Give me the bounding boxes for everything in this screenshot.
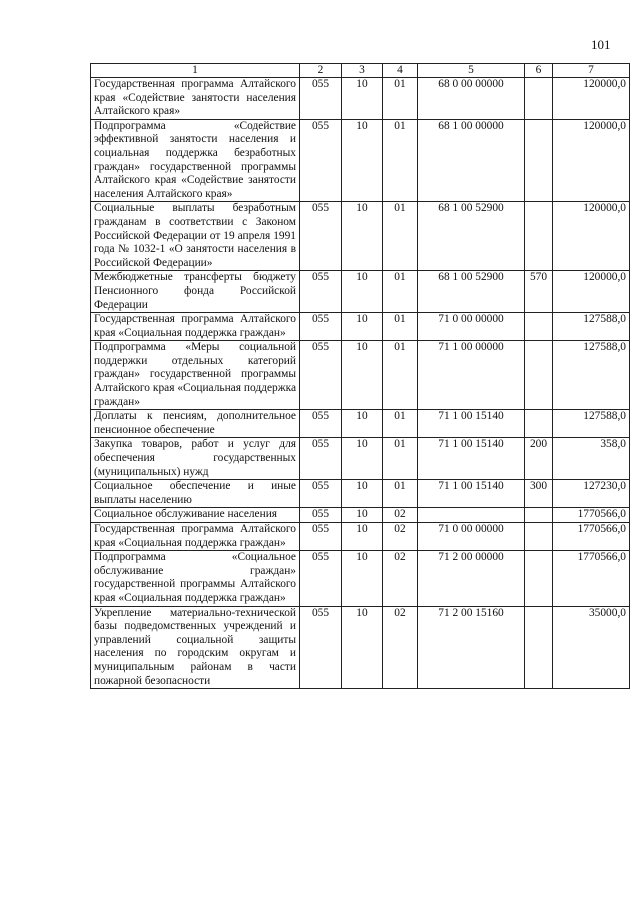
row-code-section: 10 (342, 508, 383, 523)
row-code-subsection: 01 (383, 410, 418, 438)
page-number: 101 (591, 37, 611, 52)
row-name: Межбюджетные трансферты бюджету Пенсионного фонда Российской Федерации (91, 271, 300, 313)
row-amount: 120000,0 (553, 271, 630, 313)
row-code-section: 10 (342, 78, 383, 120)
row-code-target: 71 1 00 15140 (418, 410, 525, 438)
table-row (91, 523, 630, 551)
table-row (91, 78, 630, 120)
row-code-ministry: 055 (300, 202, 342, 271)
row-code-expense (525, 508, 553, 523)
row-code-ministry: 055 (300, 119, 342, 202)
row-code-expense (525, 341, 553, 410)
row-code-expense (525, 313, 553, 341)
row-code-target: 71 0 00 00000 (418, 313, 525, 341)
row-code-ministry: 055 (300, 313, 342, 341)
row-code-ministry: 055 (300, 271, 342, 313)
row-code-ministry: 055 (300, 508, 342, 523)
row-code-section: 10 (342, 271, 383, 313)
row-code-section: 10 (342, 480, 383, 508)
row-name: Укрепление материально-технической базы подведомственных учреждений и управлений социальной защиты населения по городским округам и муниципальным районам в части пожарной безопасности (91, 606, 300, 689)
row-code-expense (525, 606, 553, 689)
row-code-section: 10 (342, 410, 383, 438)
row-code-ministry: 055 (300, 480, 342, 508)
row-code-section: 10 (342, 341, 383, 410)
row-code-subsection: 01 (383, 341, 418, 410)
row-name: Социальное обслуживание населения (91, 508, 300, 523)
row-name: Государственная программа Алтайского края «Социальная поддержка граждан» (91, 313, 300, 341)
row-code-ministry: 055 (300, 410, 342, 438)
row-code-expense (525, 119, 553, 202)
budget-table (90, 63, 630, 689)
row-code-section: 10 (342, 551, 383, 606)
row-code-section: 10 (342, 438, 383, 480)
table-row (91, 202, 630, 271)
row-code-target: 71 0 00 00000 (418, 523, 525, 551)
row-code-target: 71 1 00 15140 (418, 480, 525, 508)
column-header: 2 (300, 64, 342, 78)
table-row (91, 119, 630, 202)
row-name: Социальное обеспечение и иные выплаты населению (91, 480, 300, 508)
row-code-section: 10 (342, 119, 383, 202)
row-code-expense: 300 (525, 480, 553, 508)
row-code-expense (525, 78, 553, 120)
row-amount: 1770566,0 (553, 523, 630, 551)
table-row (91, 341, 630, 410)
row-code-subsection: 01 (383, 119, 418, 202)
row-code-subsection: 01 (383, 438, 418, 480)
table-row (91, 551, 630, 606)
row-amount: 120000,0 (553, 119, 630, 202)
row-amount: 1770566,0 (553, 508, 630, 523)
row-code-section: 10 (342, 523, 383, 551)
row-code-target: 68 1 00 00000 (418, 119, 525, 202)
row-code-target: 71 1 00 00000 (418, 341, 525, 410)
row-code-section: 10 (342, 202, 383, 271)
row-code-subsection: 01 (383, 480, 418, 508)
column-header: 7 (553, 64, 630, 78)
row-amount: 120000,0 (553, 202, 630, 271)
row-code-target: 68 1 00 52900 (418, 202, 525, 271)
row-name: Подпрограмма «Социальное обслуживание граждан» государственной программы Алтайского края «Социальная поддержка граждан» (91, 551, 300, 606)
column-header: 1 (91, 64, 300, 78)
table-row (91, 438, 630, 480)
row-code-target (418, 508, 525, 523)
row-code-section: 10 (342, 313, 383, 341)
row-name: Подпрограмма «Меры социальной поддержки отдельных категорий граждан» государственной программы Алтайского края «Социальная поддержка граждан» (91, 341, 300, 410)
row-code-ministry: 055 (300, 551, 342, 606)
table-row (91, 606, 630, 689)
row-code-expense (525, 523, 553, 551)
row-code-subsection: 01 (383, 78, 418, 120)
row-code-target: 68 1 00 52900 (418, 271, 525, 313)
row-code-subsection: 01 (383, 202, 418, 271)
row-code-expense (525, 551, 553, 606)
table-row (91, 508, 630, 523)
row-code-target: 71 2 00 00000 (418, 551, 525, 606)
row-amount: 35000,0 (553, 606, 630, 689)
row-name: Государственная программа Алтайского края «Содействие занятости населения Алтайского края» (91, 78, 300, 120)
row-name: Государственная программа Алтайского края «Социальная поддержка граждан» (91, 523, 300, 551)
row-code-target: 71 1 00 15140 (418, 438, 525, 480)
column-header: 5 (418, 64, 525, 78)
header-row (91, 64, 630, 78)
table-row (91, 313, 630, 341)
row-code-ministry: 055 (300, 438, 342, 480)
row-code-ministry: 055 (300, 78, 342, 120)
row-code-ministry: 055 (300, 606, 342, 689)
column-header: 6 (525, 64, 553, 78)
row-code-subsection: 01 (383, 313, 418, 341)
row-amount: 358,0 (553, 438, 630, 480)
row-amount: 127588,0 (553, 410, 630, 438)
row-code-ministry: 055 (300, 523, 342, 551)
row-amount: 127588,0 (553, 313, 630, 341)
row-code-ministry: 055 (300, 341, 342, 410)
row-code-expense (525, 410, 553, 438)
row-code-subsection: 02 (383, 606, 418, 689)
row-code-subsection: 02 (383, 508, 418, 523)
column-header: 4 (383, 64, 418, 78)
row-code-expense: 200 (525, 438, 553, 480)
row-code-subsection: 02 (383, 551, 418, 606)
row-code-expense: 570 (525, 271, 553, 313)
row-amount: 127588,0 (553, 341, 630, 410)
table-row (91, 480, 630, 508)
row-code-section: 10 (342, 606, 383, 689)
row-amount: 127230,0 (553, 480, 630, 508)
row-name: Закупка товаров, работ и услуг для обеспечения государственных (муниципальных) нужд (91, 438, 300, 480)
row-name: Социальные выплаты безработным гражданам в соответствии с Законом Российской Федерации от 19 апреля 1991 года № 1032-1 «О занятости населения в Российской Федерации» (91, 202, 300, 271)
row-name: Доплаты к пенсиям, дополнительное пенсионное обеспечение (91, 410, 300, 438)
row-code-target: 71 2 00 15160 (418, 606, 525, 689)
row-code-subsection: 02 (383, 523, 418, 551)
row-code-expense (525, 202, 553, 271)
row-code-subsection: 01 (383, 271, 418, 313)
table-row (91, 271, 630, 313)
row-name: Подпрограмма «Содействие эффективной занятости населения и социальная поддержка безработных граждан» государственной программы Алтайского края «Содействие занятости населения Алтайского края» (91, 119, 300, 202)
table-row (91, 410, 630, 438)
row-code-target: 68 0 00 00000 (418, 78, 525, 120)
row-amount: 120000,0 (553, 78, 630, 120)
row-amount: 1770566,0 (553, 551, 630, 606)
column-header: 3 (342, 64, 383, 78)
